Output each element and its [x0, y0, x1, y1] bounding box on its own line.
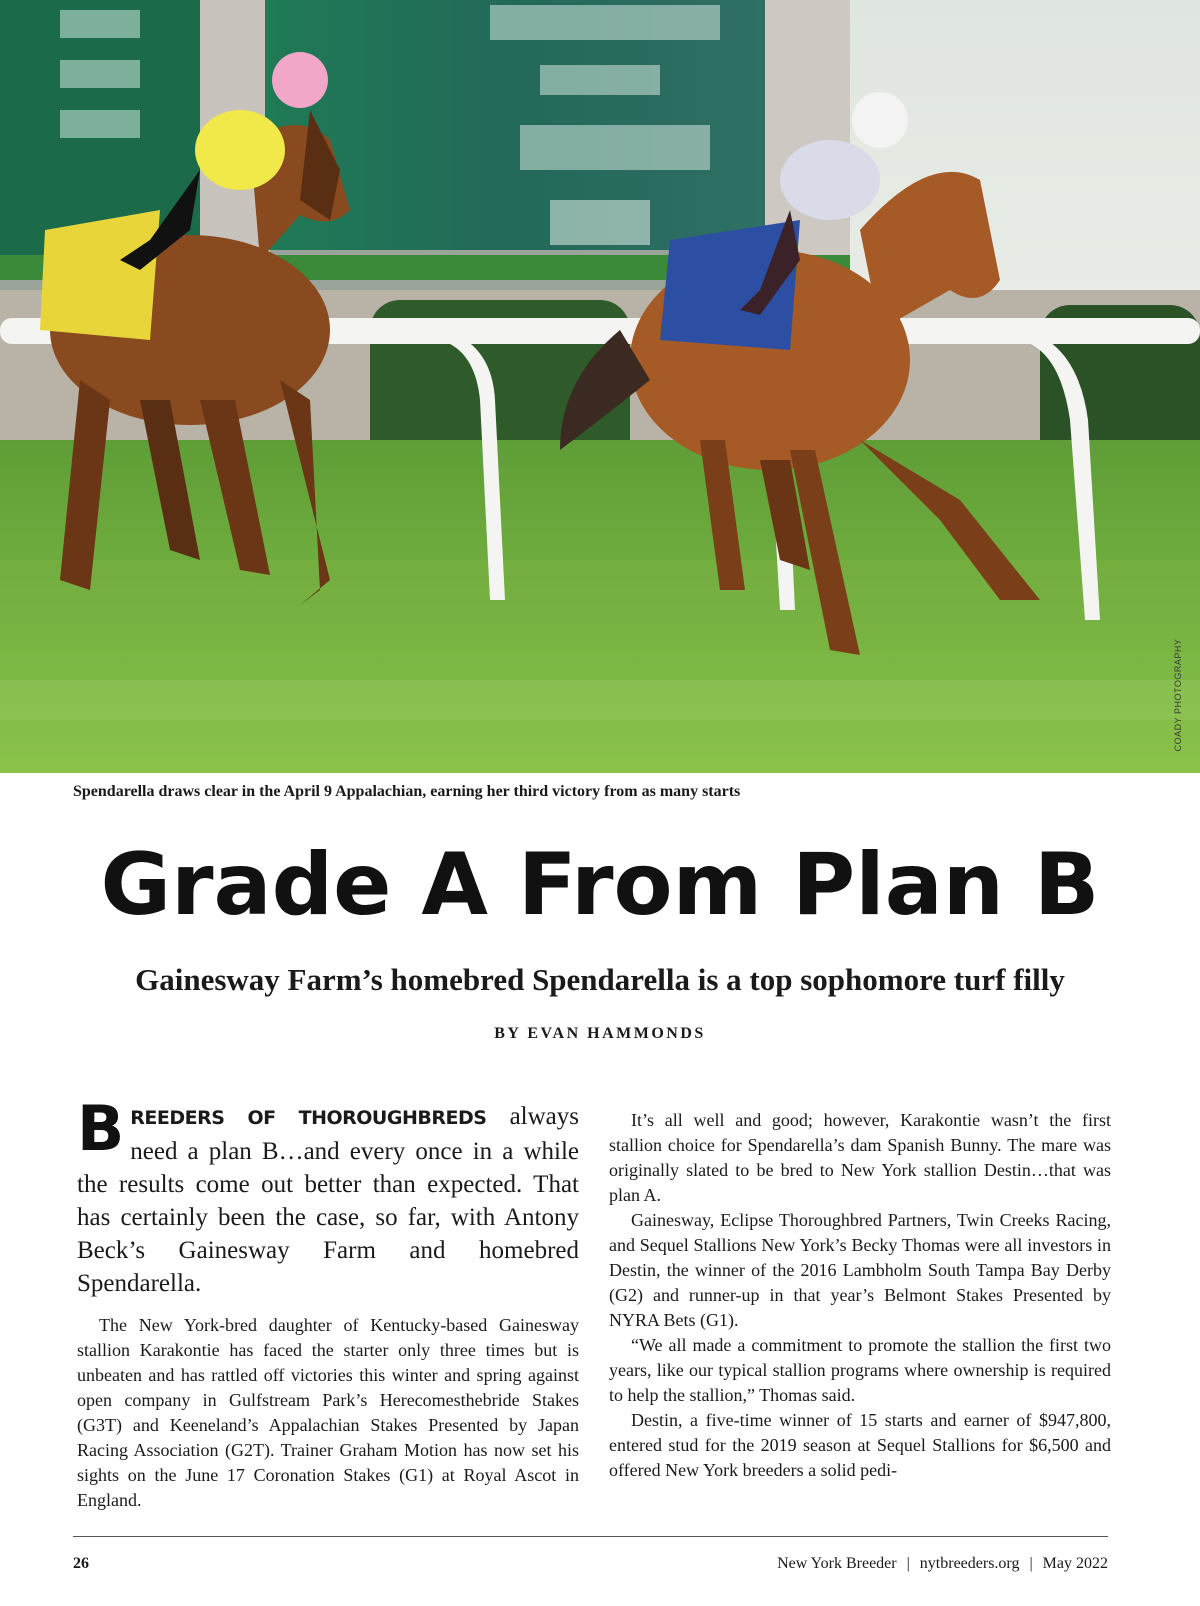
footer-separator: | [906, 1555, 910, 1572]
race-photo [0, 0, 1200, 773]
page-number: 26 [73, 1555, 89, 1572]
race-photo-illustration [0, 0, 1200, 773]
headline: Grade A From Plan B [100, 835, 1100, 935]
body-paragraph: Gainesway, Eclipse Thoroughbred Partners, Twin Creeks Racing, and Sequel Stallions New York’s Becky Thomas were all investors in Destin, the winner of the 2016 Lambholm South Tampa Bay Derby (G2) and runner-up in that year’s Belmont Stakes Presented by NYRA Bets (G1). [609, 1210, 1111, 1330]
lead-text: always need a plan B…and every once in a while the results come out better than expected. That has certainly been the case, so far, with Antony Beck’s Gainesway Farm and homebred Spendarella. [77, 1103, 580, 1297]
website-link[interactable]: nytbreeders.org [919, 1555, 1020, 1572]
photo-credit [1168, 625, 1188, 765]
footer-info [777, 1555, 1108, 1573]
publication-name: New York Breeder [777, 1555, 897, 1572]
footer-rule [73, 1536, 1108, 1537]
drop-cap: B [77, 1092, 125, 1165]
lead-smallcaps: REEDERS OF THOROUGHBREDS [130, 1107, 487, 1129]
byline: BY EVAN HAMMONDS [494, 1025, 706, 1042]
body-paragraph: “We all made a commitment to promote the stallion the first two years, like our typical stallion programs where ownership is required to help the stallion,” Thomas said. [609, 1335, 1111, 1405]
photo-caption: Spendarella draws clear in the April 9 Appalachian, earning her third victory from as many starts [73, 783, 741, 800]
photo-credit-text: COADY PHOTOGRAPHY [1173, 638, 1183, 752]
subheadline: Gainesway Farm’s homebred Spendarella is a top sophomore turf filly [135, 962, 1065, 997]
issue-date: May 2022 [1042, 1555, 1108, 1572]
column-left [77, 1092, 580, 1513]
lead-paragraph [77, 1092, 580, 1300]
body-paragraph: Destin, a five-time winner of 15 starts and earner of $947,800, entered stud for the 2019 season at Sequel Stallions for $6,500 and offered New York breeders a solid pedi- [609, 1410, 1111, 1480]
column-right [609, 1108, 1111, 1483]
body-paragraph: It’s all well and good; however, Karakontie wasn’t the first stallion choice for Spendarella’s dam Spanish Bunny. The mare was originally slated to be bred to New York stallion Destin…that was plan A. [609, 1110, 1111, 1205]
footer-separator: | [1029, 1555, 1033, 1572]
body-paragraph: The New York-bred daughter of Kentucky-based Gainesway stallion Karakontie has faced the starter only three times but is unbeaten and has rattled off victories this winter and spring against open company in Gulfstream Park’s Herecomesthebride Stakes (G3T) and Keeneland’s Appalachian Stakes Presented by Japan Racing Association (G2T). Trainer Graham Motion has now set his sights on the June 17 Coronation Stakes (G1) at Royal Ascot in England. [77, 1315, 579, 1510]
